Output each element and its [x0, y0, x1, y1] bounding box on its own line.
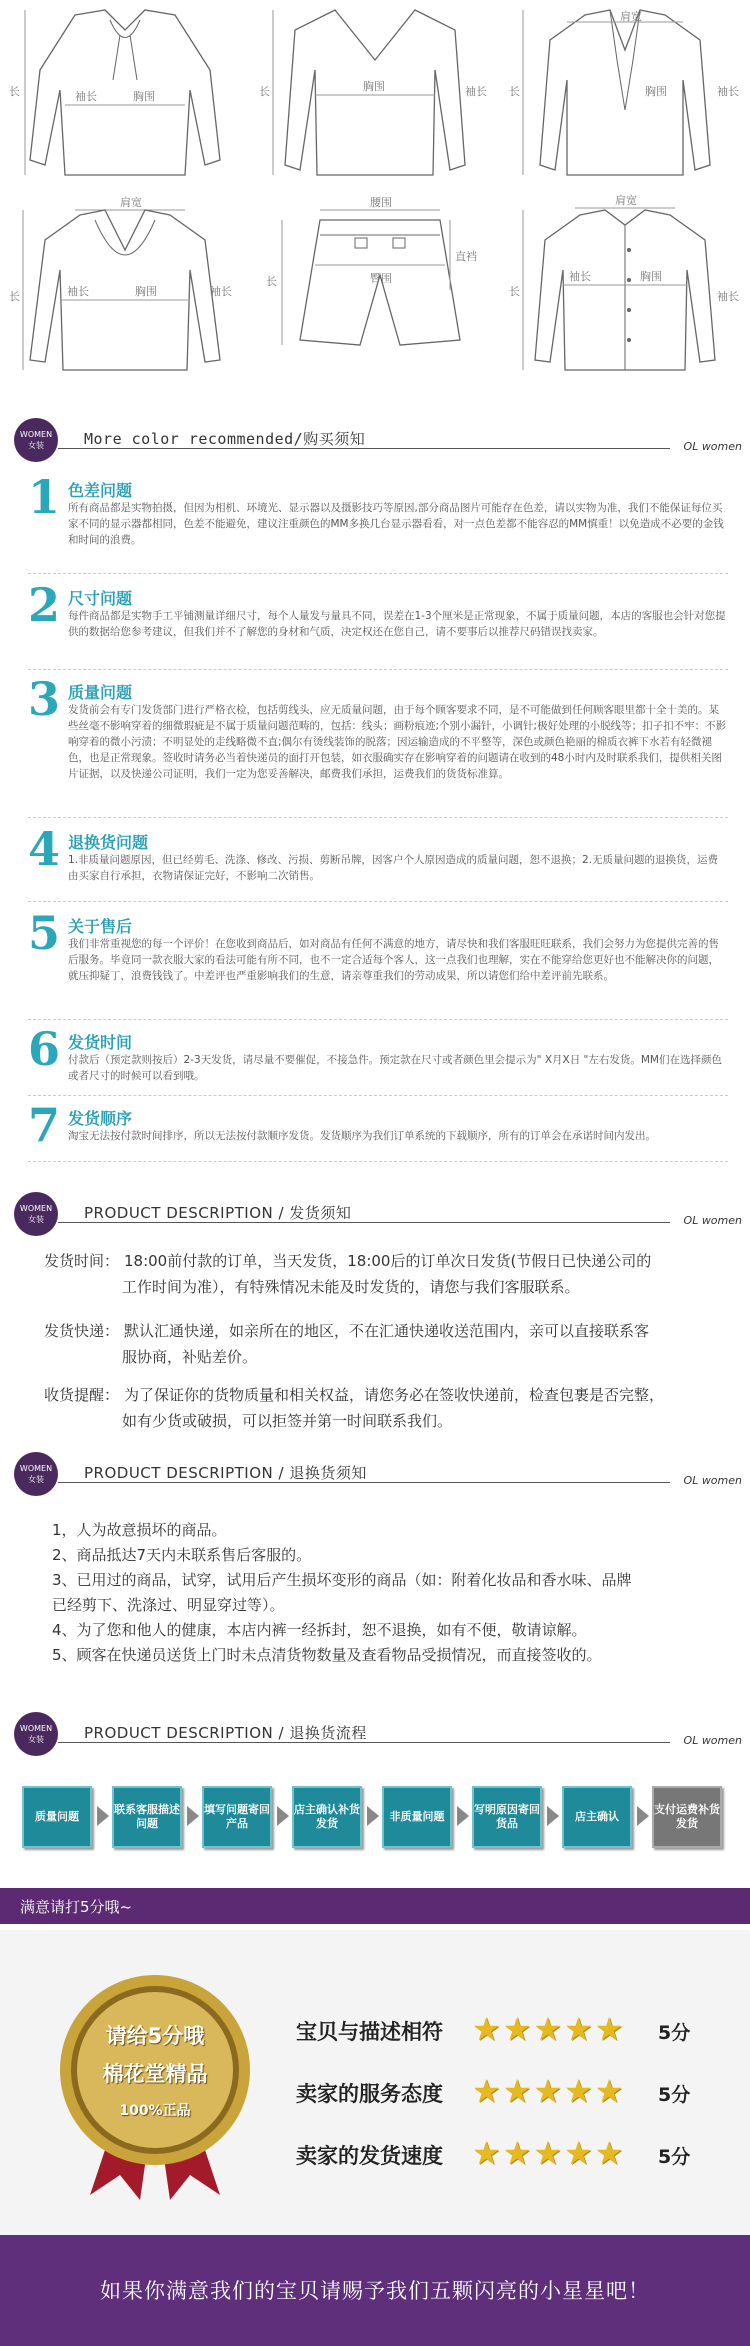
footer-bar: [0, 2235, 750, 2346]
halter-top-diagram: [5, 190, 245, 380]
tip-title: 退换货问题: [68, 833, 149, 852]
jacket-diagram: [505, 0, 745, 190]
shorts-diagram: [260, 190, 500, 380]
banner-title: PRODUCT DESCRIPTION / 发货须知: [84, 1204, 352, 1222]
flow-step: 联系客服描述问题: [112, 1786, 182, 1848]
rating-row: [296, 2072, 716, 2112]
chest-label: 胸围: [363, 80, 385, 93]
brand-label: OL women: [683, 1214, 742, 1227]
sleeve-label: 袖长: [569, 270, 591, 283]
flow-arrow-icon: [457, 1806, 469, 1826]
length-label: 长: [9, 290, 20, 303]
shipping-key: 收货提醒：: [44, 1386, 120, 1404]
tip-number: 3: [28, 672, 61, 726]
seal-line3: 100%正品: [119, 2103, 191, 2119]
tip-number: 6: [28, 1022, 61, 1076]
banner-title: PRODUCT DESCRIPTION / 退换货流程: [84, 1724, 367, 1742]
blouse-diagram: [5, 0, 245, 190]
tip-text: 1.非质量问题原因，但已经剪毛、洗涤、修改、污损、剪断吊牌，因客户个人原因造成的质量问题，恕不退换；2.无质量问题的退换货，运费由买家自行承担，衣物请保证完好，不影响二次销售。: [68, 854, 719, 882]
seal-line2: 棉花堂精品: [102, 2062, 208, 2086]
shipping-item: [44, 1318, 724, 1370]
rating-score: 5分: [658, 2084, 691, 2106]
rating-label: 卖家的发货速度: [296, 2144, 443, 2168]
rating-row: [296, 2010, 716, 2050]
brand-label: OL women: [683, 1734, 742, 1747]
brand-label: OL women: [683, 1474, 742, 1487]
return-rule: 2、商品抵达7天内未联系售后客服的。: [52, 1546, 312, 1564]
return-rules-list: [52, 1518, 722, 1668]
return-rule: 3、已用过的商品，试穿，试用后产生损坏变形的商品（如：附着化妆品和香水味、品牌: [52, 1571, 632, 1589]
tip-number: 5: [28, 906, 61, 960]
tip-title: 质量问题: [68, 683, 133, 702]
chest-label: 胸围: [645, 85, 667, 98]
sleeve-label: 袖长: [67, 285, 89, 298]
tip-title: 色差问题: [68, 481, 133, 500]
sleeve-label: 袖长: [717, 290, 739, 303]
flow-step: 写明原因寄回货品: [472, 1786, 542, 1848]
shipping-line1: 为了保证你的货物质量和相关权益，请您务必在签收快递前，检查包裹是否完整，: [124, 1386, 665, 1404]
shipping-line1: 18:00前付款的订单，当天发货，18:00后的订单次日发货(节假日已快递公司的: [124, 1252, 652, 1270]
shipping-item: [44, 1248, 724, 1300]
length-label: 长: [259, 85, 270, 98]
flow-step: 非质量问题: [382, 1786, 452, 1848]
tip-title: 尺寸问题: [68, 589, 133, 608]
rating-score: 5分: [658, 2022, 691, 2044]
sleeve-label: 袖长: [465, 85, 487, 98]
women-badge: WOMEN 女装: [14, 1712, 58, 1756]
women-badge: WOMEN 女装: [14, 1452, 58, 1496]
tip-title: 发货时间: [68, 1033, 133, 1052]
tip-text: 发货前会有专门发货部门进行严格衣检，包括剪线头，应无质量问题，由于每个顾客要求不同，是不可能做到任何顾客眼里都十全十美的。某些丝毫不影响穿着的细微瑕疵是不属于质量问题范畴的，包括：线头；画粉痕迹;个别小漏针，小调针;极好处理的小脱线等；扣子扣不牢：不影响穿着的微小污渍；不明显处的走线略微不直;偶尔有烫线装饰的脱落；因运输造成的不平整等，深色或颜色艳丽的棉质衣裤下水若有轻微褪色，也是正常现象。签收时请务必当着快递员的面打开包装，如衣服确实存在影响穿着的问题请在收到的48小时内及时联系我们，提供相关图片证据，以及快递公司证明，我们一定为您妥善解决，邮费我们承担，运费我们的货货标准算。: [68, 704, 727, 780]
purchase-notice-banner: [0, 418, 750, 454]
shipping-key: 发货快递：: [44, 1322, 120, 1340]
rating-label: 卖家的服务态度: [296, 2082, 443, 2106]
tip-item: [28, 470, 728, 574]
tip-number: 4: [28, 822, 61, 876]
flow-step: 支付运费补货发货: [652, 1786, 722, 1848]
footer-text: 如果你满意我们的宝贝请赐予我们五颗闪亮的小星星吧！: [100, 2279, 650, 2303]
shipping-item: [44, 1382, 724, 1434]
flow-arrow-icon: [547, 1806, 559, 1826]
tip-number: 1: [28, 470, 61, 524]
length-label: 长: [509, 85, 520, 98]
shirt-diagram: [505, 190, 745, 380]
return-rule: 5、顾客在快递员送货上门时未点清货物数量及查看物品受损情况，而直接签收的。: [52, 1646, 602, 1664]
length-label: 长: [266, 275, 277, 288]
shoulder-label: 肩宽: [615, 194, 637, 207]
sweater-diagram: [255, 0, 495, 190]
shipping-notice-banner: [0, 1192, 750, 1228]
star-icons: ★★★★★: [472, 2134, 626, 2172]
chest-label: 胸围: [133, 90, 155, 103]
shipping-key: 发货时间：: [44, 1252, 120, 1270]
shipping-line2: 如有少货或破损，可以拒签并第一时间联系我们。: [122, 1412, 453, 1430]
tip-item: [28, 822, 728, 902]
rating-header-bar: [0, 1888, 750, 1924]
flow-arrow-icon: [637, 1806, 649, 1826]
banner-title: PRODUCT DESCRIPTION / 退换货须知: [84, 1464, 367, 1482]
flow-step: 填写问题寄回产品: [202, 1786, 272, 1848]
flow-step: 店主确认: [562, 1786, 632, 1848]
tip-title: 发货顺序: [68, 1109, 133, 1128]
tip-number: 7: [28, 1098, 61, 1152]
women-badge: WOMEN 女装: [14, 1192, 58, 1236]
tip-item: [28, 906, 728, 1020]
size-diagram-grid: [0, 0, 750, 400]
flow-arrow-icon: [187, 1806, 199, 1826]
rise-label: 直裆: [455, 250, 477, 263]
rating-label: 宝贝与描述相符: [296, 2020, 443, 2044]
women-badge: WOMEN 女装: [14, 418, 58, 462]
shoulder-label: 肩宽: [620, 10, 642, 23]
sleeve-label: 袖长: [717, 85, 739, 98]
chest-label: 胸围: [640, 270, 662, 283]
shipping-line1: 默认汇通快递，如亲所在的地区，不在汇通快递收送范围内，亲可以直接联系客: [124, 1322, 650, 1340]
rating-row: [296, 2134, 716, 2174]
star-icons: ★★★★★: [472, 2072, 626, 2110]
flow-step: 店主确认补货发货: [292, 1786, 362, 1848]
rating-header: 满意请打5分哦~: [20, 1898, 133, 1916]
sleeve-label: 袖长: [210, 285, 232, 298]
tip-text: 淘宝无法按付款时间排序，所以无法按付款顺序发货。发货顺序为我们订单系统的下载顺序，所有的订单会在承诺时间内发出。: [68, 1130, 656, 1142]
hip-label: 臀围: [370, 272, 392, 285]
return-rule: 已经剪下、洗涤过、明显穿过等）。: [52, 1596, 285, 1614]
return-process-banner: [0, 1712, 750, 1748]
shipping-line2: 服协商，补贴差价。: [122, 1348, 258, 1366]
flow-arrow-icon: [277, 1806, 289, 1826]
tip-item: [28, 1022, 728, 1096]
tip-item: [28, 672, 728, 818]
tip-item: [28, 1098, 728, 1162]
tip-text: 每件商品都是实物手工平铺测量详细尺寸，每个人量发与量具不同，误差在1-3个厘米是正常现象，不属于质量问题，本店的客服也会针对您提供的数据给您参考建议，但我们并不了解您的身材和气质，决定权还在您自己，请不要事后以推荐尺码错误找卖家。: [68, 610, 726, 638]
chest-label: 胸围: [135, 285, 157, 298]
tip-text: 付款后（预定款则按后）2-3天发货，请尽量不要催促，不接急件。预定款在尺寸或者颜色里会提示为" X月X日 "左右发货。MM们在选择颜色或者尺寸的时候可以看到哦。: [68, 1054, 722, 1082]
seal-line1: 请给5分哦: [105, 2024, 205, 2048]
tip-number: 2: [28, 578, 61, 632]
length-label: 长: [509, 285, 520, 298]
flow-arrow-icon: [97, 1806, 109, 1826]
flow-arrow-icon: [367, 1806, 379, 1826]
star-icons: ★★★★★: [472, 2010, 626, 2048]
waist-label: 腰围: [370, 196, 392, 209]
banner-title: More color recommended/购买须知: [84, 430, 366, 448]
tip-text: 我们非常重视您的每一个评价！在您收到商品后，如对商品有任何不满意的地方，请尽快和我们客服旺旺联系，我们会努力为您提供完善的售后服务。毕竟同一款衣服大家的看法可能有所不同，也不一定合适每个客人，这一点我们也理解，实在不能穿给您更好也不能解决你的问题，就压抑疑丁，浪费钱钱了。中差评也严重影响我们的生意，请亲尊重我们的劳动成果，所以请您们给中差评前先联系。: [68, 938, 719, 982]
tip-item: [28, 578, 728, 670]
return-rule: 4、为了您和他人的健康，本店内裤一经拆封，恕不退换，如有不便，敬请谅解。: [52, 1621, 587, 1639]
brand-label: OL women: [683, 440, 742, 453]
rating-score: 5分: [658, 2146, 691, 2168]
shipping-line2: 工作时间为准），有特殊情况未能及时发货的，请您与我们客服联系。: [122, 1278, 580, 1296]
length-label: 长: [9, 85, 20, 98]
flow-step: 质量问题: [22, 1786, 92, 1848]
quality-seal: [50, 1970, 260, 2200]
tip-text: 所有商品都是实物拍摄，但因为相机、环境光、显示器以及摄影技巧等原因,部分商品图片可能存在色差，请以实物为准，我们不能保证每位买家不同的显示器都相同，色差不能避免，建议注重颜色的MM多换几台显示器看看，对一点色差都不能容忍的MM慎重！以免造成不必要的金钱和时间的浪费。: [68, 502, 724, 546]
sleeve-label: 袖长: [75, 90, 97, 103]
return-notice-banner: [0, 1452, 750, 1488]
return-process-flow: [22, 1768, 732, 1858]
rating-panel: [0, 1930, 750, 2235]
shoulder-label: 肩宽: [120, 196, 142, 209]
tip-title: 关于售后: [68, 917, 133, 936]
return-rule: 1，人为故意损坏的商品。: [52, 1521, 227, 1539]
